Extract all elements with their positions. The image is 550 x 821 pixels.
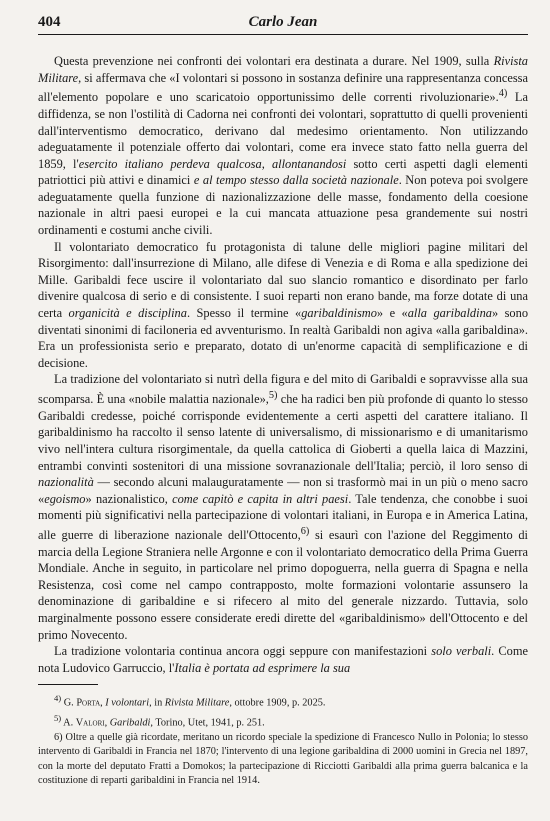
text-run: A. [61,717,76,729]
text-run: . Spesso il termine « [186,306,302,321]
italic-run: Garibaldi [109,717,151,729]
text-run: — secondo alcuni malauguratamente — non si trasformò mai in un più o meno sacro « [38,475,528,506]
footnote-4 [38,691,528,711]
footnote-5 [38,711,528,731]
text-run: La diffidenza, se non l'ostilità di Cadorna nei confronti dei volontari, soprattutto di quelli provenienti dall'interventismo democratico, derivano dal medesimo orientamento. Non utilizzando adeguatamente il potenziale offerto dai volontari, come era invece stato fatto nella guerra del 1859, l' [38,90,528,171]
italic-run: garibaldinismo [301,306,377,321]
text-run: sotto certi aspetti dagli elementi patriottici più attivi e dinamici [38,156,528,188]
text-run: , ottobre 1909, p. 2025. [229,697,326,709]
author-name: Valori [75,717,105,729]
footnote-6: 6) Oltre a quelle già ricordate, meritano un ricordo speciale la spedizione di Francesco Nullo in Polonia; lo stesso intervento di Garibaldi in Francia nel 1870; l'intervento di una legione garibaldina di 2000 uomini in Grecia nel 1897, con la morte del deputato Fratti a Domokos; la partecipazione di Ricciotti Garibaldi alla prima guerra balcanica e la costituzione di reparti garibaldini in Francia nel 1914. [38,732,528,787]
footnote-marker: 4) [54,693,62,704]
italic-run: solo verbali [431,644,492,659]
italic-run: Italia è portata ad esprimere la sua [174,660,351,675]
text-run: , Torino, Utet, 1941, p. 251. [150,717,265,729]
italic-run: egoismo [44,491,86,506]
text-run: » nazionalistico, [85,491,173,506]
text-run: G. [61,697,77,709]
text-run: . Tale tendenza, che conobbe i suoi momenti più significativi nella partecipazione di volontari italiani, in Europa e in America Latina, alle guerre di liberazione nazionale dell'Ottocento, [38,491,528,542]
paragraph-1 [38,53,528,239]
text-run: La tradizione del volontariato si nutrì della figura e del mito di Garibaldi e sopravvisse alla sua scomparsa. È una «nobile malattia nazionale», [38,372,528,407]
text-run: , [100,697,106,709]
italic-run: alla garibaldina [407,306,492,321]
paragraph-4 [38,643,528,676]
paragraph-3 [38,371,528,643]
paragraph-2 [38,239,528,372]
footnote-ref: 5) [268,390,278,401]
text-run: » sono diventati sinonimi di faciloneria ed avventurismo. In realtà Garibaldi non agiva «alla garibaldina». Era un professionista serio e preparato, dotato di un'enorme capacità di semplificazione e di decisione. [38,306,529,370]
text-run: . Come nota Ludovico Garruccio, l' [38,644,528,675]
italic-run: come capitò e capita in altri paesi [172,491,349,506]
page-header [38,12,528,35]
text-run: si esaurì con l'azione del Reggimento di marcia della Legione Straniera nelle Argonne e con il volontariato democratico della Prima Guerra Mondiale. Anche in seguito, in particolare nel primo dopoguerra, nella guerra di Spagna e nella Resistenza, così come nel campo contrapposto, molte formazioni volontarie assunsero la denominazione di garibaldine e si rifecero al mito del generale nizzardo. Tuttavia, solo marginalmente possono essere considerate eredi dirette del «garibaldinismo» dell'Ottocento e del primo Novecento. [38,528,528,642]
italic-run: Rivista Militare [38,54,528,85]
italic-run: organicità e disciplina [68,306,187,321]
footnote-separator [38,684,98,685]
italic-run: esercito italiano perdeva qualcosa, allontanandosi [78,156,347,171]
italic-run: nazionalità [38,475,94,490]
text-run: La tradizione volontaria continua ancora oggi seppure con manifestazioni [54,644,432,659]
text-run: che ha radici ben più profonde di quanto lo stesso Garibaldi credesse, poiché corrisponde evidentemente a certi aspetti del carattere italiano. Il garibaldinismo ha raccolto il senso latente di universalismo, di missionarismo e di umanitarismo vivo nell'intera cultura risorgimentale, da quella cattolica di Gioberti a quella laica di Mazzini, entrambi convinti sostenitori di una missione sovranazionale dell'Italia; perciò, il loro senso di [38,392,528,473]
author-name: Porta [76,697,101,709]
italic-run: I volontari [105,697,150,709]
running-title: Carlo Jean [248,14,318,30]
body-text [38,53,528,676]
italic-run: Rivista Militare [164,697,230,709]
footnotes [38,691,528,788]
footnote-marker: 5) [54,713,62,724]
footnote-ref: 6) [300,525,310,537]
text-run: , si affermava che «I volontari si possono in sostanza definire una rappresentanza concessa all'elemento popolare e uno scaricatoio opportunissimo delle correnti rivoluzionarie». [38,70,528,105]
text-run: , [104,717,110,729]
text-run: , in [149,697,165,709]
text-run: . Non poteva poi svolgere adeguatamente quella funzione di nazionalizzazione delle masse, fondamento della coesione nazionale in altri paesi europei e la cui mancata attuazione pesa grandemente sui nostri ordinamenti e costumi anche civili. [38,173,529,238]
footnote-ref: 4) [498,88,508,100]
text-run: Questa prevenzione nei confronti dei volontari era destinata a durare. Nel 1909, sulla [54,54,494,68]
page-number: 404 [38,14,61,30]
text-run: » e « [376,306,408,321]
text-run: Il volontariato democratico fu protagonista di talune delle migliori pagine militari del Risorgimento: dall'insurrezione di Milano, alle difese di Venezia e di Roma e alla spedizione dei Mille. Garibaldi fece uscire il volontariato dal suo slancio romantico e disordinato per farlo divenire qualcosa di serio e di consistente. I suoi reparti non erano bande, ma forze dotate di una certa [38,239,528,321]
italic-run: e al tempo stesso dalla società nazionale [193,173,399,188]
